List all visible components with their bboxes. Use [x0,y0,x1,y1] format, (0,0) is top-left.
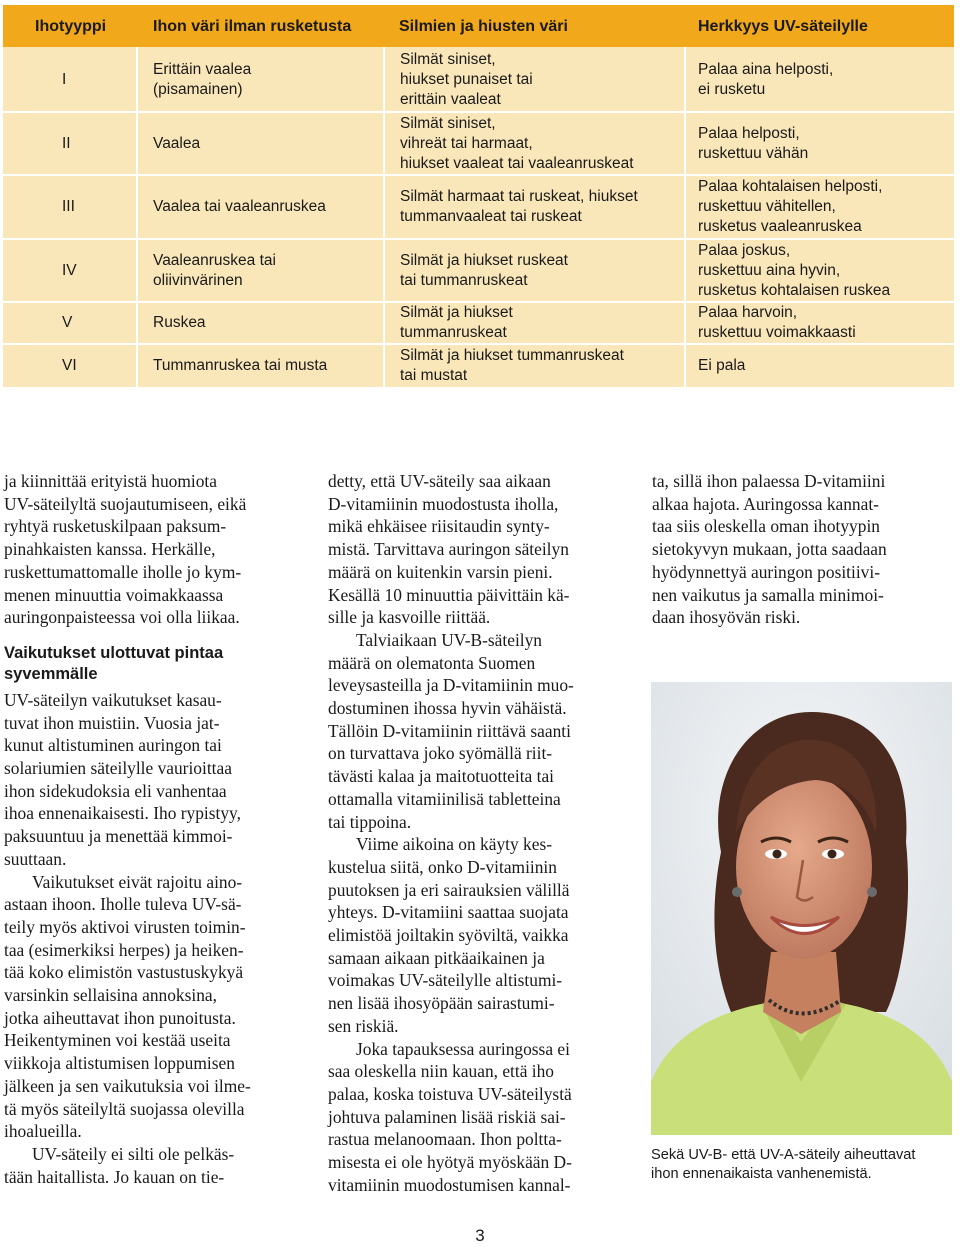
portrait-illustration [651,682,952,1135]
portrait-photo [651,682,952,1135]
cell-eyes-hair: Silmät ja hiukset tummanruskeat tai mustat [400,347,624,384]
paragraph: ja kiinnittää erityistä huomiota UV-säteilyltä suojautumiseen, eikä ryhtyä rusketuskilpaan paksum- pinahkaisten kanssa. Herkälle, ruskettumattomalle iholle jo kym- menen minuuttia voimakkaassa auringonpaisteessa voi olla liikaa. [4,471,247,628]
paragraph: Viime aikoina on käyty kes- kustelua siitä, onko D-vitamiinin puutoksen ja eri sairauksien välillä yhteys. D-vitamiini saattaa suojata elimistöä joiltakin syöviltä, vaikka samaan aikaan pitkäaikainen ja voimakas UV-säteilylle altistumi- nen lisää ihosyöpään sairastumi- sen riskiä. [328,834,570,1036]
cell-sensitivity: Palaa harvoin, ruskettuu voimakkaasti [698,304,856,341]
table-header-row [3,5,954,47]
paragraph: UV-säteilyn vaikutukset kasau- tuvat ihon muistiin. Vuosia jat- kunut altistuminen auringon tai solariumien säteilylle vaurioittaa ihon sidekudoksia eli vanhentaa ihoa ennenaikaisesti. Iho rypistyy, paksuuntuu ja menettää kimmoi- suuttaan. [4,689,241,869]
page-number: 3 [475,1226,485,1245]
paragraph: Joka tapauksessa auringossa ei saa oleskella niin kauan, että iho palaa, koska toistuva UV-säteilystä johtuva palaminen lisää riskiä sai- rastua melanoomaan. Ihon poltta- misesta ei ole hyötyä myöskään D- vitamiinin muodostumisen kannal- [328,1038,572,1195]
paragraph: UV-säteily ei silti ole pelkäs- tään haitallista. Jo kauan on tie- [4,1143,235,1187]
cell-type: II [62,134,71,152]
cell-skin: Vaaleanruskea tai oliivinvärinen [153,251,276,289]
header-uv-sensitivity: Herkkyys UV-säteilylle [698,18,868,35]
cell-skin: Ruskea [153,314,206,331]
cell-sensitivity: Palaa joskus, ruskettuu aina hyvin, rusketus kohtalaisen ruskea [698,241,891,299]
skin-type-table [3,5,954,387]
cell-sensitivity: Palaa aina helposti, ei rusketu [698,61,834,98]
header-eyes-hair: Silmien ja hiusten väri [399,18,568,35]
cell-sensitivity: Palaa helposti, ruskettuu vähän [698,124,809,162]
cell-type: V [62,314,73,331]
column-divider [383,47,385,387]
cell-eyes-hair: Silmät ja hiukset ruskeat tai tummanruskeat [400,251,568,289]
cell-sensitivity: Palaa kohtalaisen helposti, ruskettuu vähitellen, rusketus vaaleanruskea [698,178,883,235]
cell-skin: Erittäin vaalea (pisamainen) [153,61,252,98]
cell-skin: Vaalea tai vaaleanruskea [153,198,326,215]
cell-skin: Vaalea [153,134,201,152]
cell-type: III [62,198,75,215]
text-column-1 [4,470,297,1188]
paragraph: Talviaikaan UV-B-säteilyn määrä on olematonta Suomen leveysasteilla ja D-vitamiinin muo- dostuminen ihossa hyvin vähäistä. Tällöin D-vitamiinin riittävä saanti on turvattava joko syömällä riit- tävästi kalaa ja maitotuotteita tai ottamalla vitamiinilisä tabletteina tai tippoina. [328,629,574,832]
photo-caption: Sekä UV-B- että UV-A-säteily aiheuttavat ihon ennenaikaista vanhenemistä. [651,1147,916,1182]
paragraph: detty, että UV-säteily saa aikaan D-vitamiinin muodostusta iholla, mikä ehkäisee riisitaudin synty- mistä. Tarvittava auringon säteilyn määrä on kuitenkin varsin pieni. Kesällä 10 minuuttia päivittäin kä- sille ja kasvoille riittää. [328,471,570,628]
header-skin-color: Ihon väri ilman rusketusta [153,18,352,35]
cell-eyes-hair: Silmät siniset, hiukset punaiset tai erittäin vaaleat [400,51,533,108]
cell-type: VI [62,357,77,374]
cell-type: IV [62,261,77,279]
cell-type: I [62,71,67,88]
cell-skin: Tummanruskea tai musta [153,357,328,374]
cell-eyes-hair: Silmät ja hiukset tummanruskeat [400,304,513,341]
column-divider [136,47,138,387]
section-heading: Vaikutukset ulottuvat pintaa syvemmälle [4,643,224,683]
cell-eyes-hair: Silmät harmaat tai ruskeat, hiukset tummanvaaleat tai ruskeat [400,188,638,225]
cell-sensitivity: Ei pala [698,357,746,374]
text-column-2 [328,470,626,1197]
paragraph: Vaikutukset eivät rajoitu aino- astaan ihoon. Iholle tuleva UV-sä- teily myös aktivoi virusten toimin- taa (esimerkiksi herpes) ja heiken- tää koko elimistön vastustuskykyä varsinkin sellaisina annoksina, jotka aiheuttavat ihon punoitusta. Heikentyminen voi kestää useita viikkoja altistumisen loppumisen jälkeen ja sen vaikutuksia voi ilme- tä myös säteilyltä suojassa olevilla ihoalueilla. [4,871,251,1142]
text-column-3 [652,470,942,629]
header-skin-type: Ihotyyppi [35,18,107,35]
cell-eyes-hair: Silmät siniset, vihreät tai harmaat, hiukset vaaleat tai vaaleanruskeat [400,114,634,172]
column-divider [684,47,686,387]
paragraph: ta, sillä ihon palaessa D-vitamiini alkaa hajota. Auringossa kannat- taa siis oleskella oman ihotyypin sietokyvyn mukaan, jotta saadaan hyödynnettyä auringon positiivi- nen vaikutus ja samalla minimoi- daan ihosyövän riski. [652,471,887,628]
